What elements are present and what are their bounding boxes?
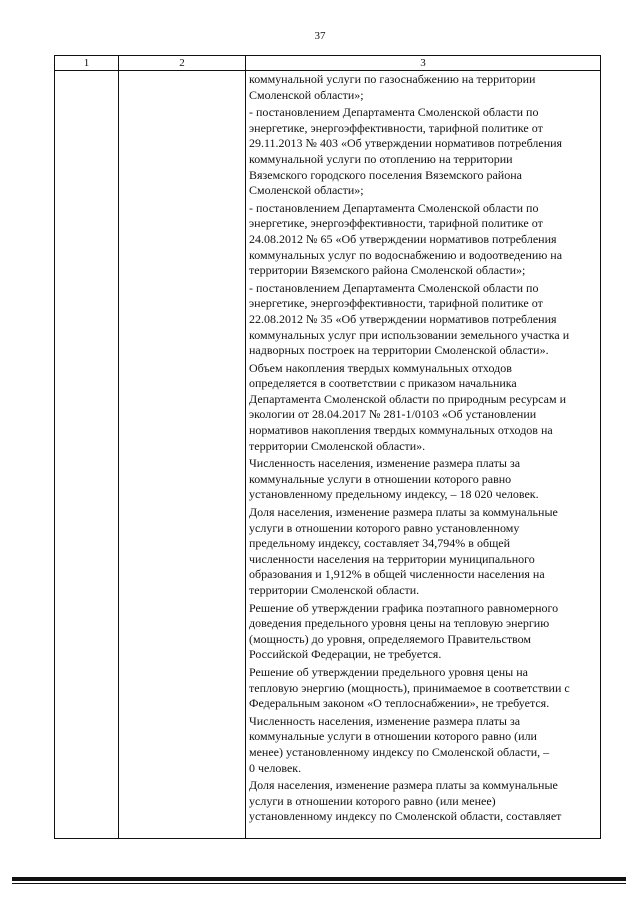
footer-rule-thick — [12, 877, 626, 881]
paragraph-heating-norms: - постановлением Департамента Смоленской области по энергетике, энергоэффективности, тарифной политике от 29.11.2013 № 403 «Об утверждении нормативов потребления коммунальной услуги по отоплению на территории Вяземского городского поселения Вяземского района Смоленской области»; — [249, 105, 563, 198]
paragraph-water-norms: - постановлением Департамента Смоленской области по энергетике, энергоэффективности, тарифной политике от 24.08.2012 № 65 «Об утверждении нормативов потребления коммунальных услуг по водоснабжению и водоотведению на территории Вяземского района Смоленской области»; — [249, 200, 563, 278]
paragraph-land-plot-norms: - постановлением Департамента Смоленской области по энергетике, энергоэффективности, тарифной политике от 22.08.2012 № 35 «Об утверждении нормативов потребления коммунальных услуг при использовании земельного участка и надворных построек на территории Смоленской области». — [249, 280, 570, 358]
footer-rule-thin — [12, 883, 626, 884]
paragraph-waste-volume: Объем накопления твердых коммунальных отходов определяется в соответствии с приказом начальника Департамента Смоленской области по природным ресурсам и экологии от 28.04.2017 № 281-1/0103 «Об установлении нормативов накопления твердых коммунальных отходов на территории Смоленской области». — [249, 360, 566, 453]
cell-column-2 — [119, 71, 246, 839]
cell-column-1 — [55, 71, 119, 839]
column-header-3: 3 — [246, 56, 601, 71]
page-number: 37 — [314, 30, 326, 42]
paragraph-population-share: Доля населения, изменение размера платы за коммунальные услуги в отношении которого равно установленному предельному индексу, составляет 34,794% в общей численности населения на территории муниципального образования и 1,912% в общей численности населения на территории Смоленской области. — [249, 505, 558, 597]
paragraph-price-limit: Решение об утверждении предельного уровня цены на тепловую энергию (мощность), принимаемое в соответствии с Федеральным законом «О теплоснабжении», не требуется. — [249, 664, 570, 711]
paragraph-population-count: Численность населения, изменение размера платы за коммунальные услуги в отношении которого равно установленному предельному индексу, – 18 020 человек. — [249, 456, 539, 502]
paragraph-gas-supply-end: коммунальной услуги по газоснабжению на территории Смоленской области»; — [249, 72, 536, 102]
table-row — [55, 71, 601, 839]
paragraph-price-schedule: Решение об утверждении графика поэтапного равномерного доведения предельного уровня цены на тепловую энергию (мощность) до уровня, определяемого Правительством Российской Федерации, не требуется. — [249, 600, 559, 662]
table-header-row — [55, 56, 601, 71]
column-header-2: 2 — [119, 56, 246, 71]
cell-column-3 — [246, 71, 601, 839]
paragraph-population-count-below-index: Численность населения, изменение размера платы за коммунальные услуги в отношении которого равно (или менее) установленному индексу по Смоленской области, – 0 человек. — [249, 713, 550, 775]
column-header-1: 1 — [55, 56, 119, 71]
paragraph-population-share-below-index: Доля населения, изменение размера платы за коммунальные услуги в отношении которого равно (или менее) установленному индексу по Смоленской области, составляет — [249, 778, 562, 824]
document-table — [54, 55, 601, 839]
